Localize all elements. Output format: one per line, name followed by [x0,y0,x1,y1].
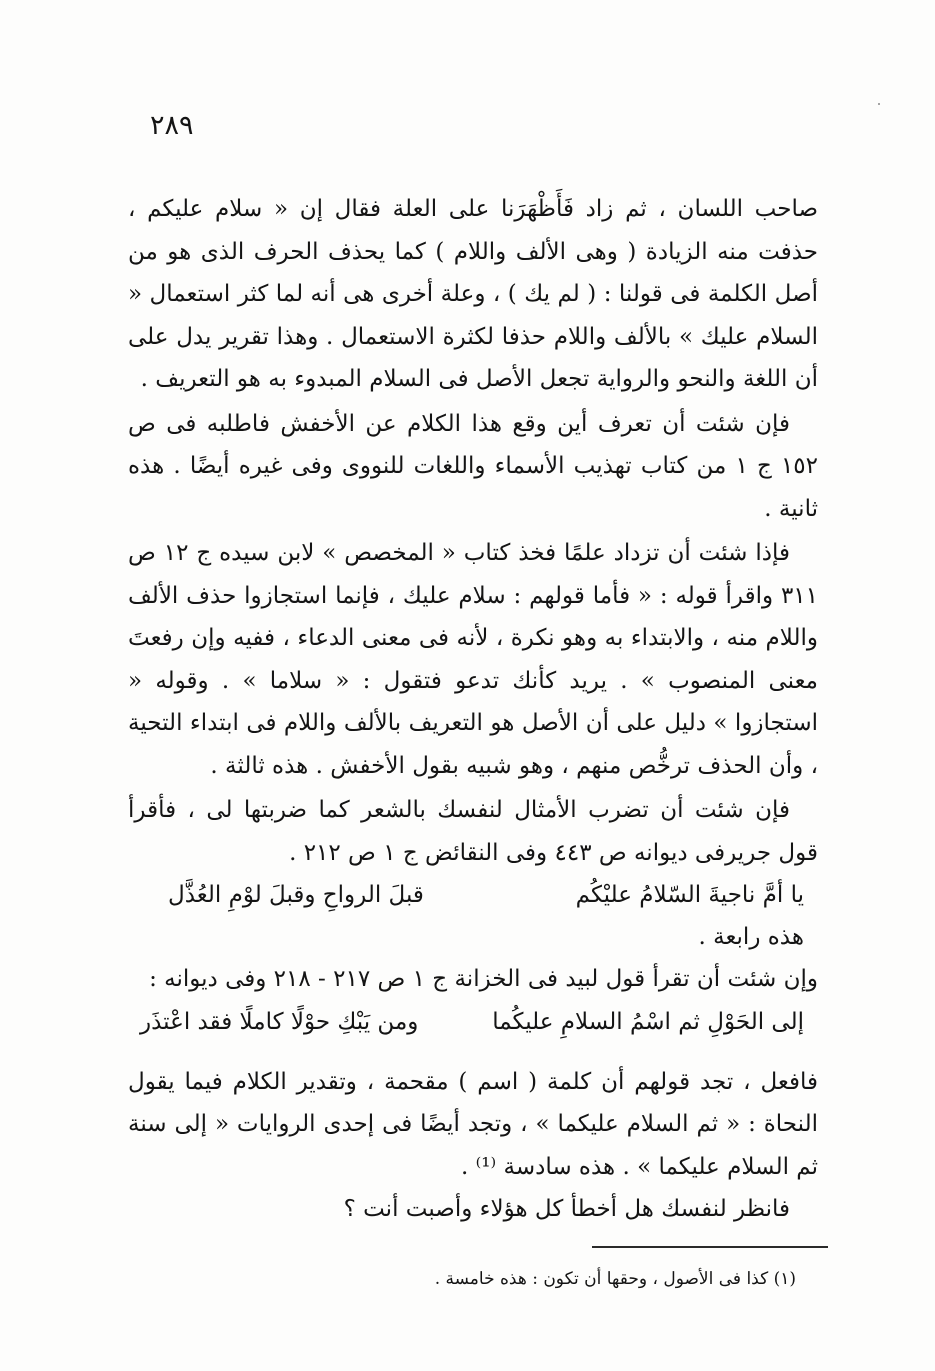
paragraph-1: صاحب اللسان ، ثم زاد فَأَظْهَرَنا على العلة فقال إن « سلام عليكم ، حذفت منه الزيادة ( وهى الألف واللام ) كما يحذف الحرف الذى هو من أصل الكلمة فى قولنا : ( لم يك ) ، وعلة أخرى هى أنه لما كثر استعمال « السلام عليك » بالألف واللام حذفا لكثرة الاستعمال . وهذا تقرير يدل على أن اللغة والنحو والرواية تجعل الأصل فى السلام المبدوء به هو التعريف . [128,196,818,392]
page-number: ٢٨٩ [150,110,194,141]
paragraph-5: وإن شئت أن تقرأ قول لبيد فى الخزانة ج ١ ص ٢١٧ - ٢١٨ وفى ديوانه : [149,966,818,992]
paragraph-7: فانظر لنفسك هل أخطأ كل هؤلاء وأصبت أنت ؟ [343,1196,790,1222]
verse-1 [168,874,804,916]
footnote-divider [592,1246,828,1248]
verse-1-first-hemistich: يا أمَّ ناجيةَ السّلامُ عليْكُم [575,882,804,908]
verse-1-second-hemistich: قبلَ الرواحِ وقبلَ لوْمِ العُذَّل [168,882,424,908]
body-text [128,188,818,1231]
paragraph-4: فإن شئت أن تضرب الأمثال لنفسك بالشعر كما ضربتها لى ، فأقرأ قول جريرفى ديوانه ص ٤٤٣ وفى النقائض ج ١ ص ٢١٢ . [128,797,818,866]
paragraph-3: فإذا شئت أن تزداد علمًا فخذ كتاب « المخصص » لابن سيده ج ١٢ ص ٣١١ واقرأ قوله : « فأما قولهم : سلام عليك ، فإنما استجازوا حذف الألف واللام منه ، والابتداء به وهو نكرة ، لأنه فى معنى الدعاء ، ففيه وإن رفعتَ معنى المنصوب » . يريد كأنك تدعو فتقول : « سلاما » . وقوله « استجازوا » دليل على أن الأصل هو التعريف بالألف واللام فى ابتداء التحية ، وأن الحذف ترخُّص منهم ، وهو شبيه بقول الأخفش . هذه ثالثة . [128,540,818,779]
scan-speck [878,103,880,105]
verse-2 [140,1001,804,1043]
footnote: (١) كذا فى الأصول ، وحقها أن تكون : هذه خامسة . [434,1269,796,1289]
paragraph-6: فافعل ، تجد قولهم أن كلمة ( اسم ) مقحمة ، وتقدير الكلام فيما يقول النحاة : « ثم السلام عليكما » ، وتجد أيضًا فى إحدى الروايات « إلى سنة ثم السلام عليكما » . هذه سادسة ⁽¹⁾ . [128,1068,818,1180]
verse-1-note: هذه رابعة . [698,924,804,950]
verse-2-second-hemistich: ومن يَبْكِ حوْلًا كاملًا فقد اعْتذَر [140,1008,419,1035]
verse-2-first-hemistich: إلى الحَوْلِ ثم اسْمُ السلامِ عليكُما [492,1008,804,1035]
paragraph-2: فإن شئت أن تعرف أين وقع هذا الكلام عن الأخفش فاطلبه فى ص ١٥٢ ج ١ من كتاب تهذيب الأسماء واللغات للنووى وفى غيره أيضًا . هذه ثانية . [128,410,818,522]
